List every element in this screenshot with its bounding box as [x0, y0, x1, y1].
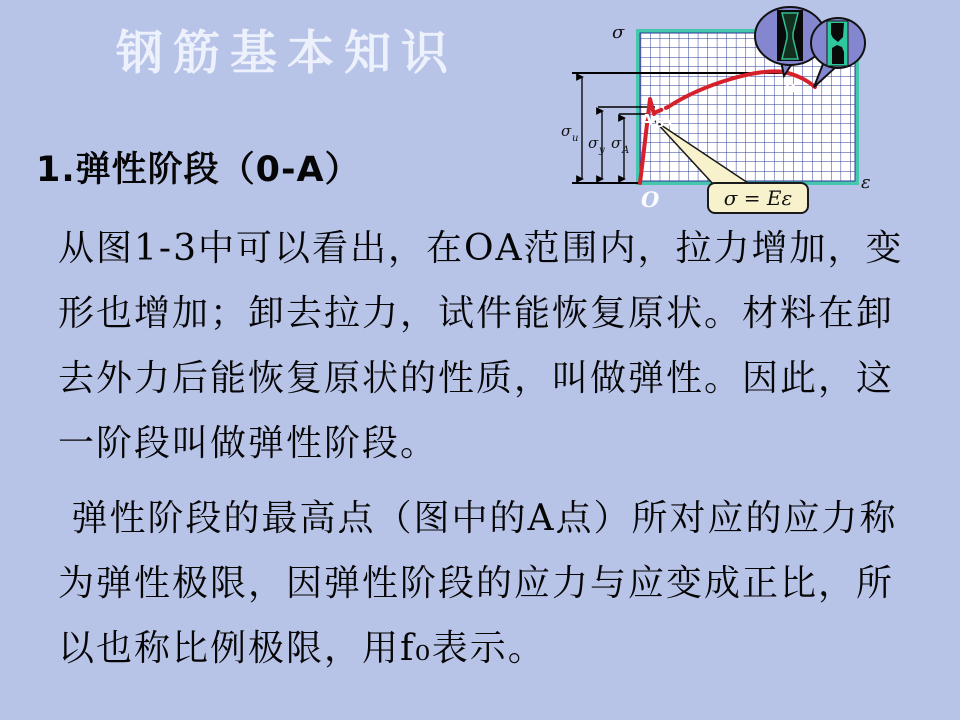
- point-a-label: A: [641, 111, 653, 129]
- sigma-y-label: σ: [588, 134, 599, 152]
- paragraph-line: 一阶段叫做弹性阶段。: [58, 423, 439, 464]
- sigma-u-label: σ: [561, 122, 572, 140]
- stress-strain-diagram: [555, 0, 960, 222]
- sigma-a-subscript: A: [622, 145, 630, 156]
- paragraph-line: 为弹性极限，因弹性阶段的应力与应变成正比，所: [58, 563, 895, 604]
- stress-strain-figure: [555, 0, 960, 222]
- origin-label: O: [641, 187, 660, 212]
- hooke-law-formula: σ = Eε: [723, 186, 793, 210]
- paragraph-line: 弹性阶段的最高点（图中的A点）所对应的应力称: [58, 498, 898, 539]
- stress-level-labels: [561, 122, 629, 156]
- paragraph-line: 从图1-3中可以看出，在OA范围内，拉力增加，变: [58, 228, 904, 269]
- paragraph-line: 以也称比例极限，用f₀表示。: [58, 628, 546, 669]
- page-title: 钢筋基本知识: [116, 26, 458, 81]
- y-axis-label-sigma: σ: [612, 22, 625, 43]
- point-b-label: B: [655, 116, 665, 130]
- point-d-label: D: [785, 82, 796, 97]
- point-c-label: C: [668, 116, 677, 130]
- x-axis-label-epsilon: ε: [861, 172, 871, 193]
- body-paragraph-1: [58, 216, 938, 476]
- body-paragraph-2: [58, 486, 938, 681]
- sigma-a-label: σ: [611, 134, 622, 152]
- paragraph-line: 形也增加；卸去拉力，试件能恢复原状。材料在卸: [58, 293, 895, 334]
- sigma-u-subscript: u: [572, 133, 579, 144]
- section-heading: 1.弹性阶段（0-A）: [36, 150, 361, 190]
- sigma-y-subscript: y: [599, 145, 605, 156]
- paragraph-line: 去外力后能恢复原状的性质，叫做弹性。因此，这: [58, 358, 895, 399]
- stress-dimension-arrows: [582, 77, 624, 179]
